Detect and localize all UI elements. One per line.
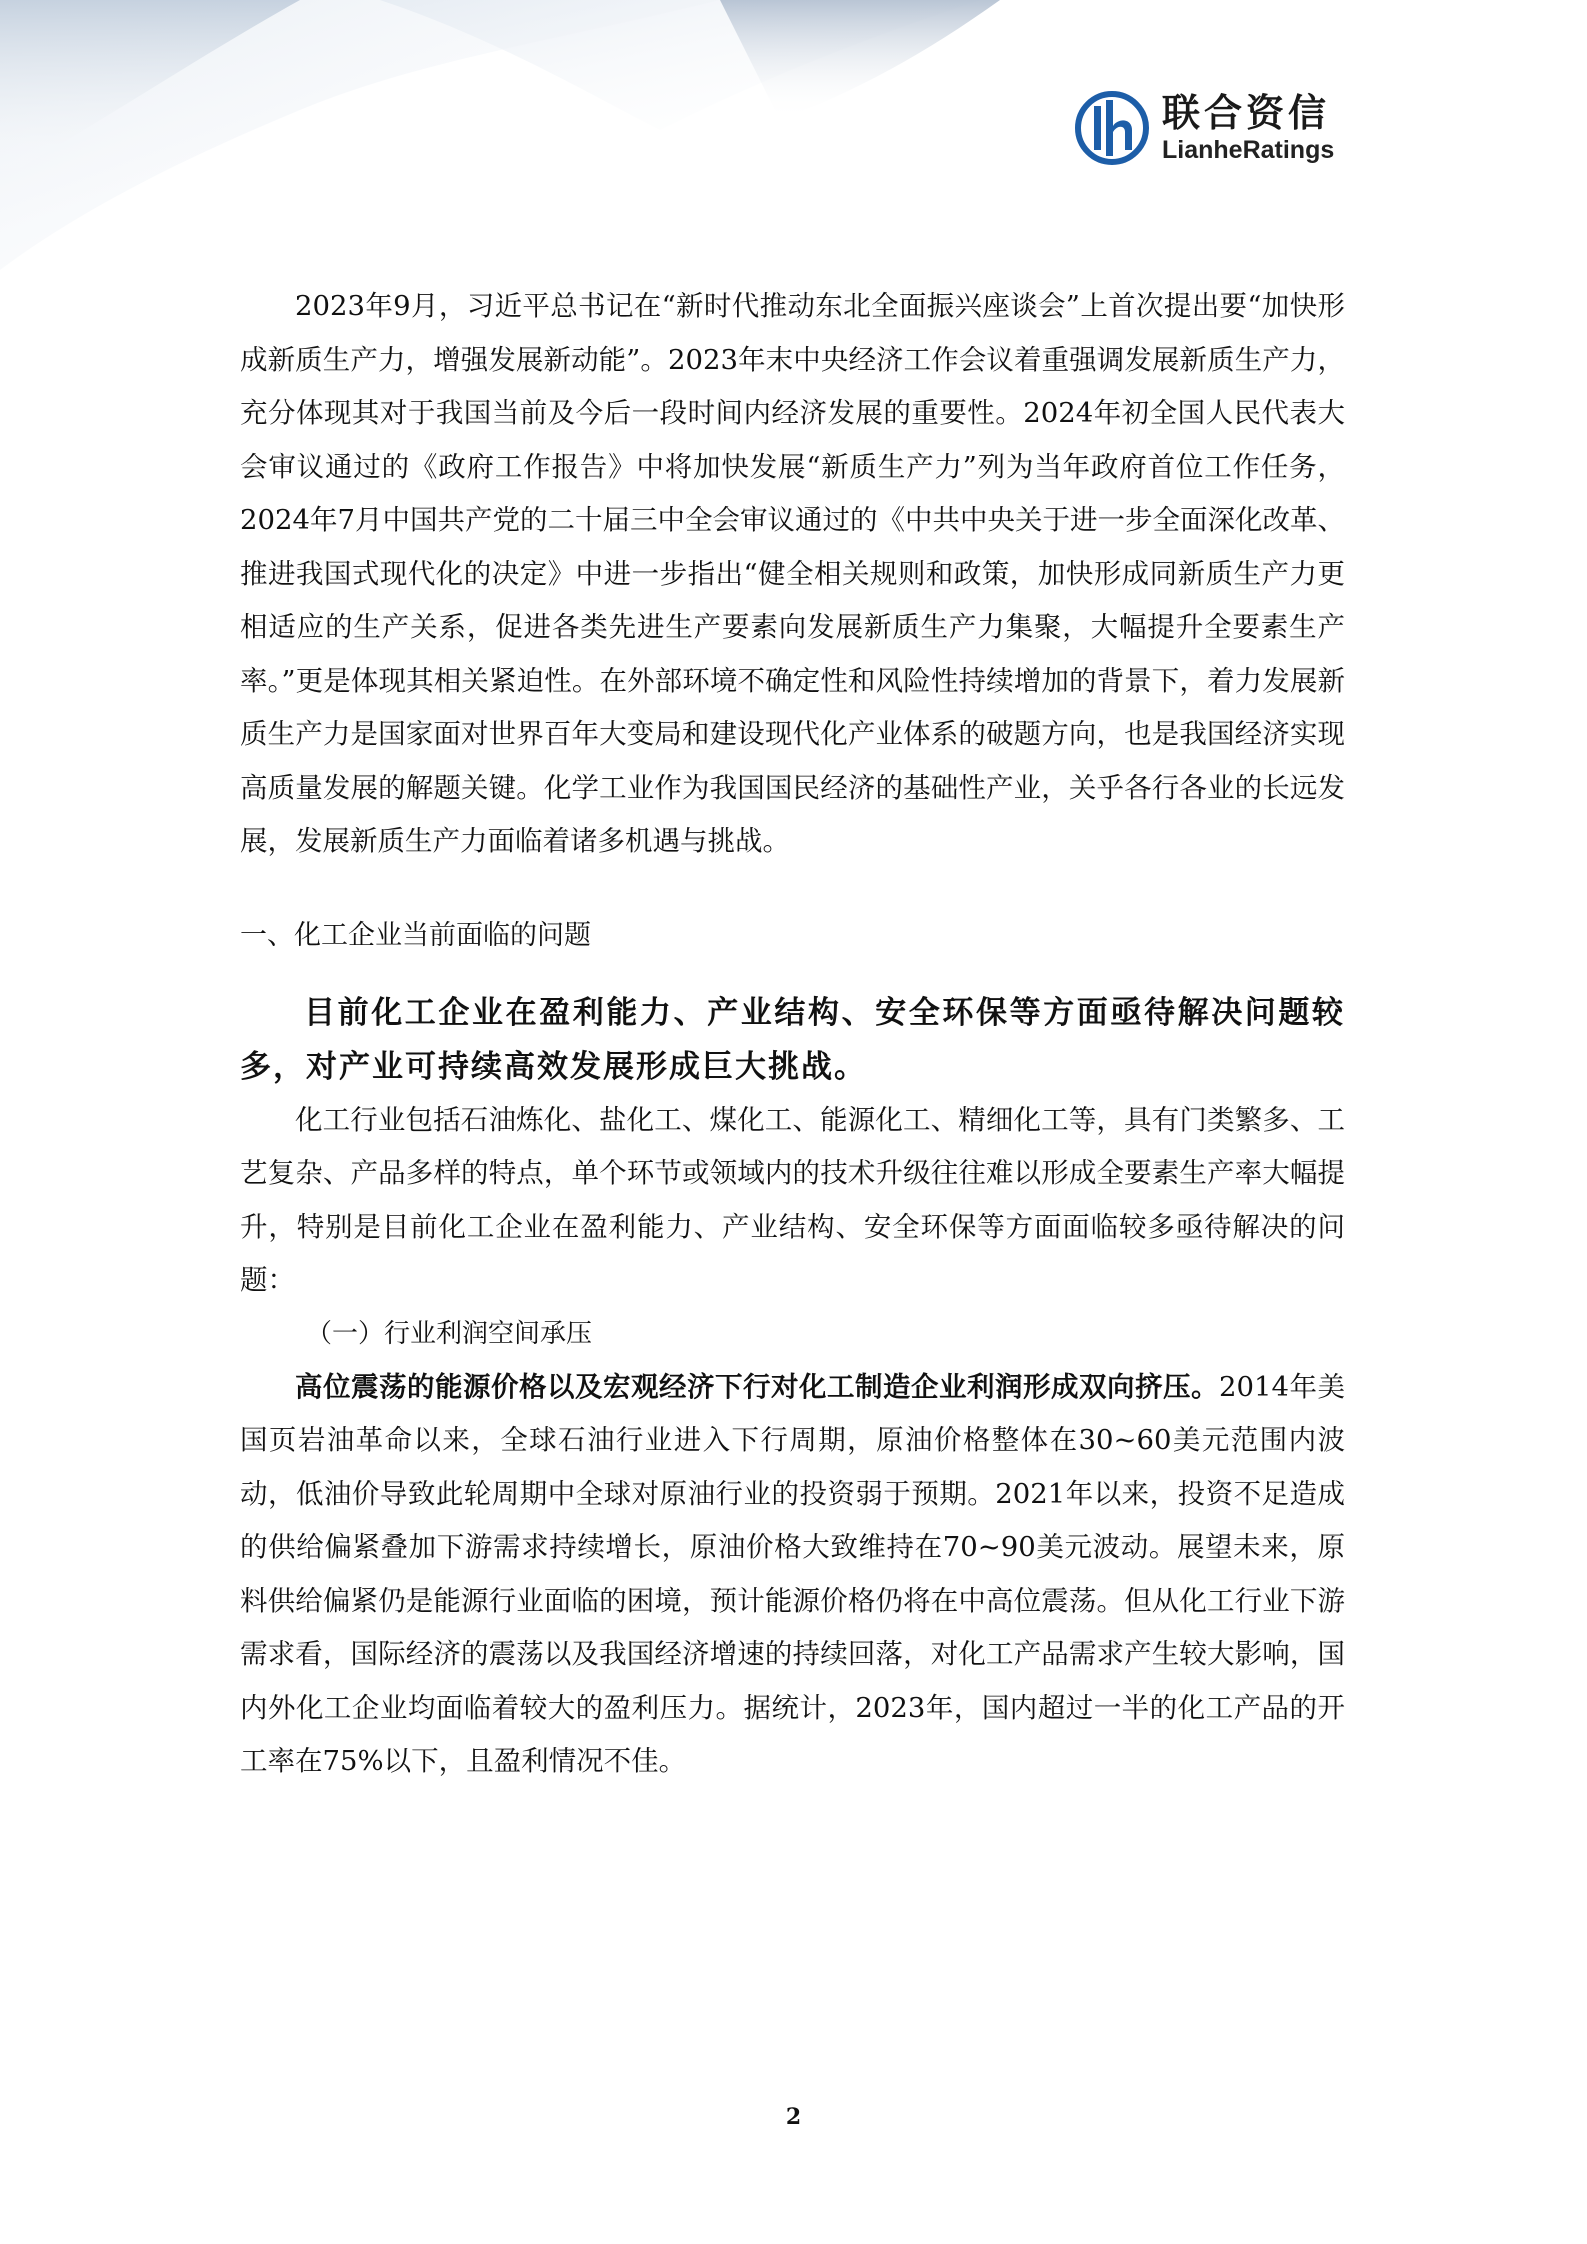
sub-section-title: （一）行业利润空间承压	[306, 1318, 593, 1349]
section-title: 一、化工企业当前面临的问题	[240, 919, 591, 951]
intro-paragraph: 2023年9月，习近平总书记在“新时代推动东北全面振兴座谈会”上首次提出要“加快形成新质生产力，增强发展新动能”。2023年末中央经济工作会议着重强调发展新质生产力，充分体现其对于我国当前及今后一段时间内经济发展的重要性。2024年初全国人民代表大会审议通过的《政府工作报告》中将加快发展“新质生产力”列为当年政府首位工作任务，2024年7月中国共产党的二十届三中全会审议通过的《中共中央关于进一步全面深化改革、推进我国式现代化的决定》中进一步指出“健全相关规则和政策，加快形成同新质生产力更相适应的生产关系，促进各类先进生产要素向发展新质生产力集聚，大幅提升全要素生产率。”更是体现其相关紧迫性。在外部环境不确定性和风险性持续增加的背景下，着力发展新质生产力是国家面对世界百年大变局和建设现代化产业体系的破题方向，也是我国经济实现高质量发展的解题关键。化学工业作为我国国民经济的基础性产业，关乎各行各业的长远发展，发展新质生产力面临着诸多机遇与挑战。	[240, 290, 1345, 857]
header-decoration	[0, 0, 1587, 290]
key-point-heading: 目前化工企业在盈利能力、产业结构、安全环保等方面亟待解决问题较多，对产业可持续高效发展形成巨大挑战。	[240, 994, 1345, 1085]
document-body	[240, 280, 1345, 1789]
page-number: 2	[785, 2104, 802, 2130]
brand-name-cn: 联合资信	[1162, 91, 1331, 135]
header-swoosh-dark	[720, 0, 1000, 120]
profit-paragraph-text: 2014年美国页岩油革命以来，全球石油行业进入下行周期，原油价格整体在30~60美元范围内波动，低油价导致此轮周期中全球对原油行业的投资弱于预期。2021年以来，投资不足造成的供给偏紧叠加下游需求持续增长，原油价格大致维持在70~90美元波动。展望未来，原料供给偏紧仍是能源行业面临的困境，预计能源价格仍将在中高位震荡。但从化工行业下游需求看，国际经济的震荡以及我国经济增速的持续回落，对化工产品需求产生较大影响，国内外化工企业均面临着较大的盈利压力。据统计，2023年，国内超过一半的化工产品的开工率在75%以下，且盈利情况不佳。	[240, 1370, 1345, 1777]
profit-paragraph	[240, 1361, 1345, 1789]
industry-paragraph: 化工行业包括石油炼化、盐化工、煤化工、能源化工、精细化工等，具有门类繁多、工艺复杂、产品多样的特点，单个环节或领域内的技术升级往往难以形成全要素生产率大幅提升，特别是目前化工企业在盈利能力、产业结构、安全环保等方面面临较多亟待解决的问题：	[240, 1103, 1345, 1296]
brand-logo	[1072, 88, 1334, 168]
lianhe-logo-icon	[1072, 88, 1152, 168]
brand-name-en: LianheRatings	[1162, 136, 1335, 164]
profit-paragraph-lead: 高位震荡的能源价格以及宏观经济下行对化工制造企业利润形成双向挤压。	[295, 1370, 1219, 1403]
